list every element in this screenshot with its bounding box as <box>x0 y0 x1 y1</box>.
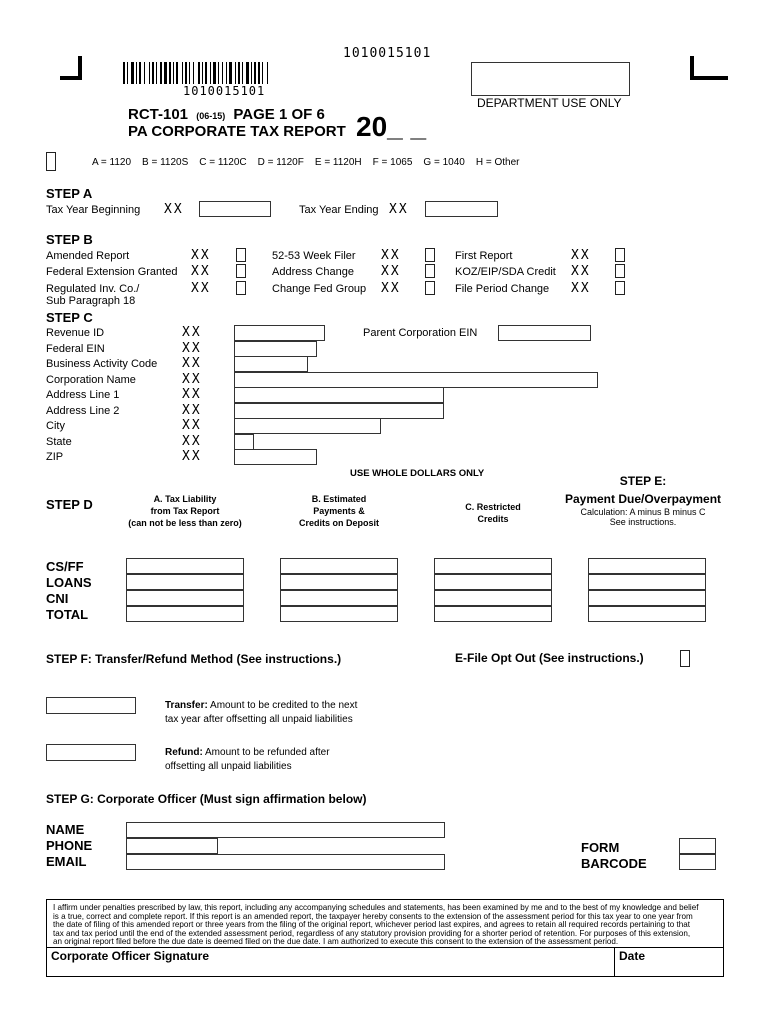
first-report-label: First Report <box>455 250 513 262</box>
step-b-xx: XX <box>191 264 211 279</box>
col-e-cni-input[interactable] <box>588 590 706 606</box>
form-barcode-box-1 <box>679 838 716 854</box>
barcode-bar <box>173 62 174 84</box>
address-change-checkbox[interactable] <box>425 264 435 278</box>
barcode-bar <box>123 62 125 84</box>
col-a-total-input[interactable] <box>126 606 244 622</box>
barcode-bar <box>136 62 137 84</box>
step-e-calc: Calculation: A minus B minus C <box>580 507 706 517</box>
barcode-bar <box>222 62 223 84</box>
col-a-cni-input[interactable] <box>126 590 244 606</box>
affirmation-panel <box>46 899 724 977</box>
step-e-header <box>560 474 726 527</box>
refund-line-2: offsetting all unpaid liabilities <box>165 761 292 772</box>
step-a-title: STEP A <box>46 186 93 201</box>
form-type-h <box>476 157 520 168</box>
form-type-c <box>199 157 246 168</box>
form-type-code: D <box>257 157 268 168</box>
form-type-d <box>258 157 304 168</box>
officer-name-input[interactable] <box>126 822 445 838</box>
corner-mark-left <box>60 56 82 80</box>
date-label[interactable]: Date <box>619 949 646 963</box>
business-activity-label: Business Activity Code <box>46 358 158 370</box>
address-line-2-label: Address Line 2 <box>46 405 120 417</box>
form-type-a <box>92 157 131 168</box>
officer-email-input[interactable] <box>126 854 445 870</box>
barcode-bar <box>182 62 183 84</box>
col-c-line: Credits <box>477 514 509 524</box>
revenue-id-input[interactable] <box>234 325 325 341</box>
city-label: City <box>46 420 65 432</box>
step-b-xx: XX <box>381 264 401 279</box>
barcode-bar <box>185 62 187 84</box>
barcode-bar <box>226 62 227 84</box>
step-b-xx: XX <box>381 281 401 296</box>
row-label-cni: CNI <box>46 591 69 606</box>
col-e-total-input[interactable] <box>588 606 706 622</box>
federal-extension-checkbox[interactable] <box>236 264 246 278</box>
step-d-row-labels <box>46 559 92 623</box>
first-report-checkbox[interactable] <box>615 248 625 262</box>
barcode-bar <box>246 62 249 84</box>
address-change-label: Address Change <box>272 266 354 278</box>
barcode-bar <box>160 62 162 84</box>
col-a-loans-input[interactable] <box>126 574 244 590</box>
zip-input[interactable] <box>234 449 317 465</box>
form-type-code: E <box>314 157 325 168</box>
department-use-label: DEPARTMENT USE ONLY <box>477 96 622 110</box>
form-type-code: B <box>142 157 152 168</box>
row-label-loans: LOANS <box>46 575 92 590</box>
form-barcode-box-2 <box>679 854 716 870</box>
barcode-bar <box>251 62 252 84</box>
transfer-line-2: tax year after offsetting all unpaid liabilities <box>165 714 353 725</box>
step-b-title: STEP B <box>46 232 93 247</box>
corner-mark-right <box>690 56 728 80</box>
col-b-cni-input[interactable] <box>280 590 398 606</box>
tax-year: 20_ _ <box>356 111 427 142</box>
corporate-officer-signature-label[interactable]: Corporate Officer Signature <box>51 949 210 963</box>
form-type-f <box>373 157 413 168</box>
department-use-box <box>471 62 630 96</box>
form-type-box[interactable] <box>46 152 56 171</box>
address-line-1-input[interactable] <box>234 387 444 403</box>
form-type-text: = 1040 <box>433 157 465 168</box>
barcode-bar <box>262 62 263 84</box>
change-fed-group-label: Change Fed Group <box>272 283 367 295</box>
col-c-line: C. Restricted <box>465 502 521 512</box>
barcode-bar <box>144 62 145 84</box>
form-type-text: = 1065 <box>381 157 413 168</box>
step-c-xx: XX <box>182 325 202 340</box>
barcode-bar <box>205 62 207 84</box>
form-title: PA CORPORATE TAX REPORT <box>128 123 346 140</box>
barcode-bar <box>254 62 256 84</box>
step-c-xx: XX <box>182 449 202 464</box>
federal-extension-label: Federal Extension Granted <box>46 266 178 278</box>
barcode-number-top: 1010015101 <box>343 46 432 61</box>
refund-amount-input[interactable] <box>46 744 136 761</box>
barcode-bar <box>238 62 240 84</box>
form-id-line <box>128 106 325 123</box>
barcode-bar <box>229 62 232 84</box>
step-g-title: STEP G: Corporate Officer (Must sign affirmation below) <box>46 792 367 806</box>
form-id: RCT-101 <box>128 106 189 123</box>
col-b-line: Payments & <box>313 506 365 516</box>
koz-credit-checkbox[interactable] <box>615 264 625 278</box>
refund-text <box>165 746 330 774</box>
parent-ein-input[interactable] <box>498 325 591 341</box>
step-b-xx: XX <box>191 281 211 296</box>
col-c-header <box>440 501 546 525</box>
step-b-xx: XX <box>381 248 401 263</box>
barcode-bar <box>127 62 128 84</box>
affirmation-line: tax and tax period until the end of the extended assessment period, regardless of any statutory provision providing for a shorter period of retention. For purposes of this extension, <box>53 928 691 938</box>
row-label-csff: CS/FF <box>46 559 84 574</box>
koz-credit-label: KOZ/EIP/SDA Credit <box>455 266 556 278</box>
amended-report-checkbox[interactable] <box>236 248 246 262</box>
barcode-bar <box>131 62 134 84</box>
step-c-xx: XX <box>182 372 202 387</box>
whole-dollars-note: USE WHOLE DOLLARS ONLY <box>350 468 485 479</box>
barcode-bar <box>213 62 216 84</box>
file-period-change-label: File Period Change <box>455 283 550 295</box>
officer-labels <box>46 822 92 870</box>
form-barcode-line-2: BARCODE <box>581 856 647 871</box>
tax-year-ending-input[interactable] <box>425 201 498 217</box>
efile-opt-out-checkbox[interactable] <box>680 650 690 667</box>
form-type-g <box>423 157 464 168</box>
parent-ein-label: Parent Corporation EIN <box>363 327 478 339</box>
step-c-title: STEP C <box>46 310 93 325</box>
transfer-text <box>165 699 357 727</box>
step-e-title: STEP E: <box>619 474 667 488</box>
form-type-code: G <box>423 157 434 168</box>
barcode-bar <box>235 62 236 84</box>
barcode-bar <box>152 62 154 84</box>
revenue-id-label: Revenue ID <box>46 327 105 339</box>
week-filer-label: 52-53 Week Filer <box>272 250 356 262</box>
address-line-1-label: Address Line 1 <box>46 389 120 401</box>
barcode-bar <box>210 62 211 84</box>
form-type-text: = 1120H <box>324 157 362 168</box>
barcode <box>123 62 333 84</box>
form-type-list <box>92 157 531 168</box>
step-a-xx-2: XX <box>389 202 409 217</box>
barcode-bar <box>202 62 203 84</box>
form-type-text: = Other <box>485 157 520 168</box>
col-c-total-input[interactable] <box>434 606 552 622</box>
affirmation-line: is a true, correct and complete report. If this report is an amended report, the taxpayer hereby consents to the extension of the assessment period for this tax year to one year from <box>53 911 693 921</box>
business-activity-input[interactable] <box>234 356 308 372</box>
federal-ein-input[interactable] <box>234 341 317 357</box>
transfer-line-1: Amount to be credited to the next <box>210 700 358 711</box>
change-fed-group-checkbox[interactable] <box>425 281 435 295</box>
form-type-text: = 1120C <box>209 157 247 168</box>
col-a-line: from Tax Report <box>150 506 220 516</box>
refund-bold: Refund: <box>165 747 203 758</box>
form-type-text: = 1120F <box>267 157 304 168</box>
col-a-line: (can not be less than zero) <box>128 518 242 528</box>
step-f-title: STEP F: Transfer/Refund Method (See instructions.) <box>46 652 342 666</box>
col-a-csff-input[interactable] <box>126 558 244 574</box>
affirmation-line: an original report filed before the due date is deemed filed on the due date. I am authorized to execute this consent to the extension of the assessment period. <box>53 937 619 947</box>
form-type-text: = 1120 <box>100 157 132 168</box>
form-revision: (06-15) <box>196 111 226 121</box>
row-label-total: TOTAL <box>46 607 89 622</box>
barcode-bar <box>242 62 243 84</box>
regulated-inv-checkbox[interactable] <box>236 281 246 295</box>
barcode-bar <box>169 62 171 84</box>
step-e-see: See instructions. <box>609 517 677 527</box>
col-c-csff-input[interactable] <box>434 558 552 574</box>
form-type-code: H <box>475 157 486 168</box>
regulated-inv-label: Regulated Inv. Co./ <box>46 283 140 295</box>
file-period-change-checkbox[interactable] <box>615 281 625 295</box>
barcode-bar <box>156 62 157 84</box>
barcode-bar <box>258 62 260 84</box>
efile-opt-out-label: E-File Opt Out (See instructions.) <box>455 651 644 665</box>
col-e-csff-input[interactable] <box>588 558 706 574</box>
affirmation-text <box>47 900 723 947</box>
step-d-title: STEP D <box>46 497 93 512</box>
barcode-bar <box>198 62 200 84</box>
step-e-subtitle: Payment Due/Overpayment <box>564 492 722 506</box>
col-b-line: Credits on Deposit <box>298 518 379 528</box>
address-line-2-input[interactable] <box>234 403 444 419</box>
step-b-xx: XX <box>571 248 591 263</box>
sub-paragraph-label: Sub Paragraph 18 <box>46 295 136 307</box>
barcode-number-under: 1010015101 <box>183 84 266 98</box>
form-type-code: F <box>372 157 382 168</box>
step-c-xx: XX <box>182 434 202 449</box>
col-a-line: A. Tax Liability <box>153 494 217 504</box>
barcode-bar <box>139 62 141 84</box>
federal-ein-label: Federal EIN <box>46 343 105 355</box>
transfer-bold: Transfer: <box>165 700 208 711</box>
form-type-code: C <box>199 157 210 168</box>
col-b-loans-input[interactable] <box>280 574 398 590</box>
barcode-bar <box>149 62 150 84</box>
phone-label: PHONE <box>46 838 93 853</box>
step-c-xx: XX <box>182 418 202 433</box>
officer-phone-input[interactable] <box>126 838 218 854</box>
col-e-loans-input[interactable] <box>588 574 706 590</box>
col-b-total-input[interactable] <box>280 606 398 622</box>
transfer-amount-input[interactable] <box>46 697 136 714</box>
step-c-xx: XX <box>182 356 202 371</box>
step-c-xx: XX <box>182 341 202 356</box>
page-label: PAGE 1 OF 6 <box>233 106 325 123</box>
step-c-xx: XX <box>182 403 202 418</box>
refund-line-1: Amount to be refunded after <box>205 747 330 758</box>
barcode-bar <box>218 62 219 84</box>
col-c-cni-input[interactable] <box>434 590 552 606</box>
barcode-bar <box>164 62 167 84</box>
form-type-b <box>142 157 188 168</box>
tax-year-ending-label: Tax Year Ending <box>299 204 379 216</box>
state-input[interactable] <box>234 434 254 450</box>
step-b-xx: XX <box>571 264 591 279</box>
affirmation-line: the date of filing of this amended report or three years from the filing of the original report, whichever period last expires, and agrees to retain all required records pertaining to that <box>53 920 691 930</box>
col-c-loans-input[interactable] <box>434 574 552 590</box>
corporation-name-input[interactable] <box>234 372 598 388</box>
form-barcode-line-1: FORM <box>581 840 620 855</box>
city-input[interactable] <box>234 418 381 434</box>
name-label: NAME <box>46 822 85 837</box>
step-a-xx-1: XX <box>164 202 184 217</box>
zip-label: ZIP <box>46 451 64 463</box>
form-type-e <box>315 157 362 168</box>
email-label: EMAIL <box>46 854 87 869</box>
col-b-line: B. Estimated <box>311 494 367 504</box>
form-barcode-label <box>581 840 647 872</box>
affirmation-line: I affirm under penalties prescribed by law, this report, including any accompanying schedules and statements, has been examined by me and to the best of my knowledge and belief <box>53 903 699 912</box>
tax-year-beginning-label: Tax Year Beginning <box>46 204 141 216</box>
col-b-header <box>278 493 400 529</box>
form-type-text: = 1120S <box>151 157 189 168</box>
amended-report-label: Amended Report <box>46 250 130 262</box>
form-type-code: A <box>92 157 101 168</box>
barcode-bar <box>176 62 178 84</box>
step-b-xx: XX <box>571 281 591 296</box>
barcode-bar <box>189 62 190 84</box>
tax-year-beginning-input[interactable] <box>199 201 271 217</box>
col-a-header <box>120 493 250 529</box>
week-filer-checkbox[interactable] <box>425 248 435 262</box>
corporation-name-label: Corporation Name <box>46 374 136 386</box>
barcode-bar <box>193 62 194 84</box>
step-c-xx: XX <box>182 387 202 402</box>
col-b-csff-input[interactable] <box>280 558 398 574</box>
state-label: State <box>46 436 72 448</box>
step-b-xx: XX <box>191 248 211 263</box>
barcode-bar <box>267 62 268 84</box>
signature-divider <box>614 947 615 976</box>
